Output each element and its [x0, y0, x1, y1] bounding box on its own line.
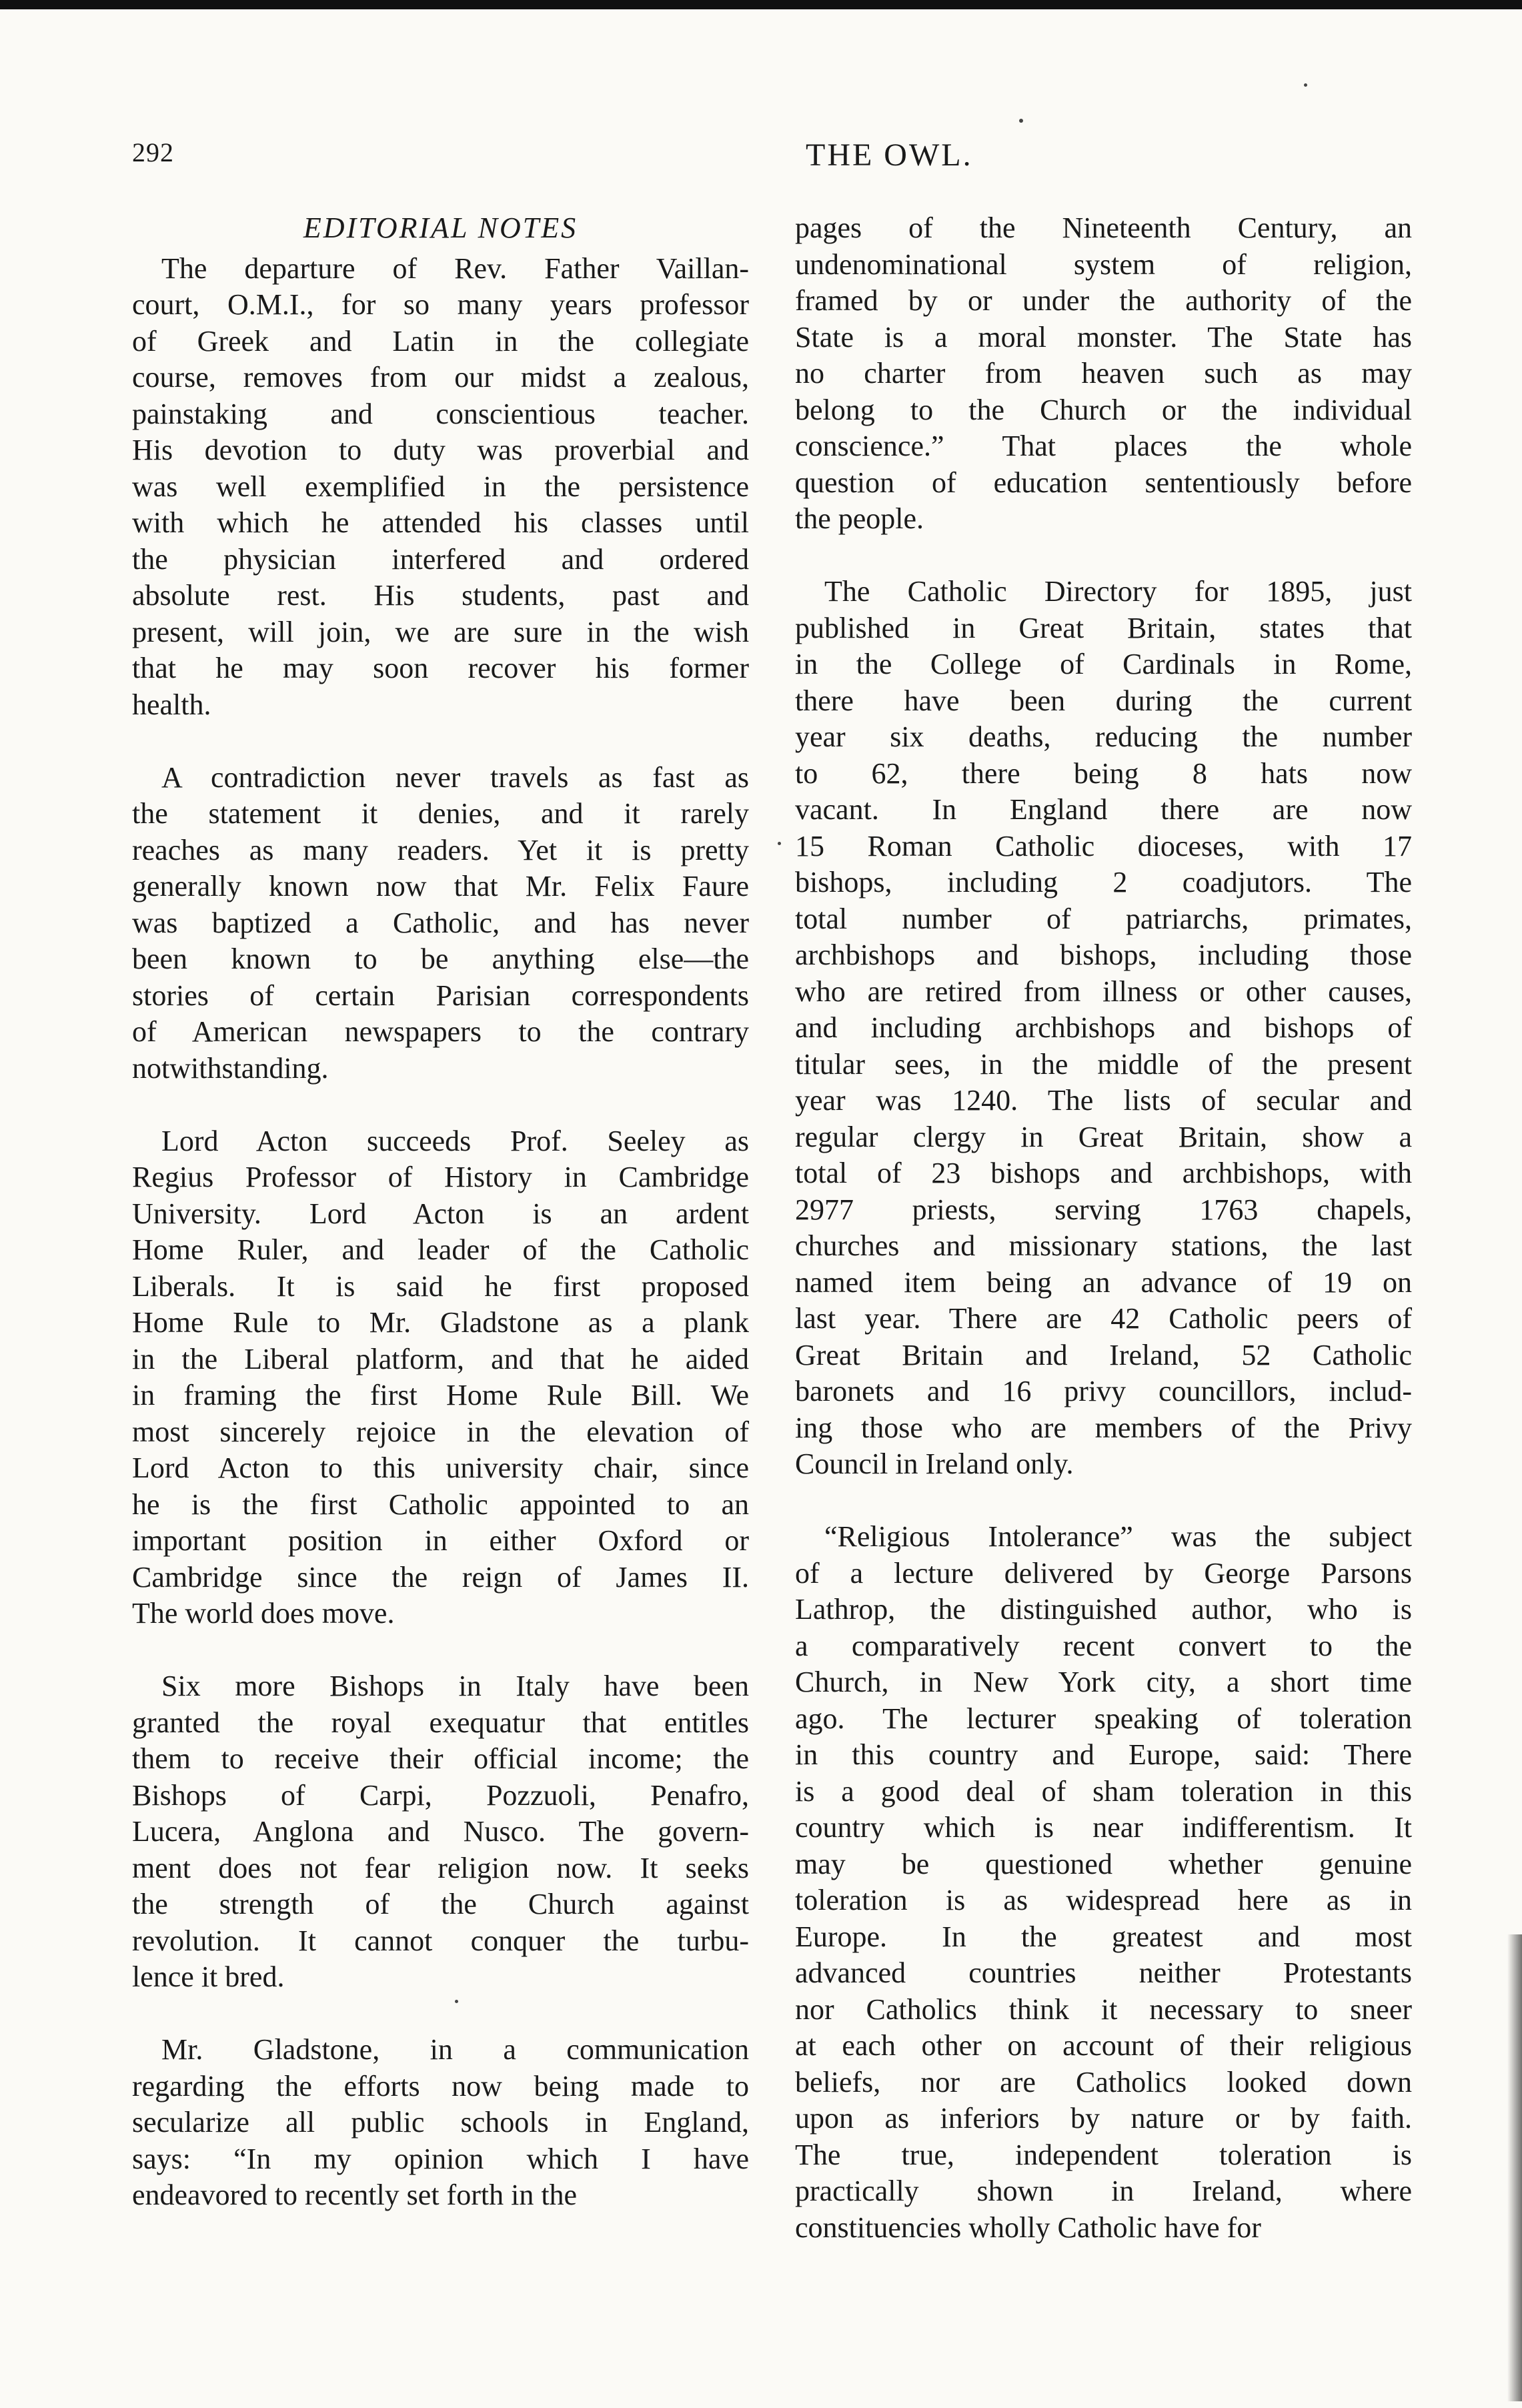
text-line: them to receive their official income; the [132, 1742, 749, 1775]
text-line: Home Rule to Mr. Gladstone as a plank [132, 1306, 749, 1339]
text-line: in this country and Europe, said: There [795, 1738, 1412, 1771]
text-line: Mr. Gladstone, in a communication [161, 2033, 749, 2066]
text-line: stories of certain Parisian correspondents [132, 979, 749, 1012]
text-line: been known to be anything else—the [132, 943, 749, 975]
text-line: constituencies wholly Catholic have for [795, 2211, 1261, 2244]
text-line: ago. The lecturer speaking of toleration [795, 1702, 1412, 1735]
text-line: course, removes from our midst a zealous, [132, 361, 749, 394]
text-line: important position in either Oxford or [132, 1524, 749, 1557]
left-column-paragraph [132, 1668, 749, 1996]
text-line: vacant. In England there are now [795, 793, 1412, 826]
text-line: may be questioned whether genuine [795, 1847, 1412, 1880]
text-line: beliefs, nor are Catholics looked down [795, 2065, 1412, 2098]
right-column-paragraph [795, 1519, 1412, 2246]
right-column-paragraph [795, 574, 1412, 1483]
text-line: present, will join, we are sure in the wish [132, 615, 749, 648]
left-column-paragraph [132, 760, 749, 1087]
text-line: churches and missionary stations, the last [795, 1229, 1412, 1262]
text-line: a comparatively recent convert to the [795, 1629, 1412, 1662]
text-line: year was 1240. The lists of secular and [795, 1084, 1412, 1117]
print-speck [455, 2000, 458, 2003]
text-line: Bishops of Carpi, Pozzuoli, Penafro, [132, 1778, 749, 1812]
text-line: Great Britain and Ireland, 52 Catholic [795, 1338, 1412, 1371]
text-line: in the College of Cardinals in Rome, [795, 648, 1412, 680]
text-line: toleration is as widespread here as in [795, 1884, 1412, 1916]
text-line: 2977 priests, serving 1763 chapels, [795, 1193, 1412, 1226]
text-line: and including archbishops and bishops of [795, 1011, 1412, 1044]
text-line: was well exemplified in the persistence [132, 470, 749, 503]
text-line: baronets and 16 privy councillors, includ- [795, 1375, 1412, 1407]
text-line: there have been during the current [795, 684, 1412, 717]
text-line: regular clergy in Great Britain, show a [795, 1120, 1412, 1153]
text-line: published in Great Britain, states that [795, 611, 1412, 644]
text-line: The departure of Rev. Father Vaillan- [161, 251, 749, 285]
text-line: Home Ruler, and leader of the Catholic [132, 1233, 749, 1266]
text-line: archbishops and bishops, including those [795, 939, 1412, 971]
text-line: with which he attended his classes until [132, 506, 749, 539]
text-line: total number of patriarchs, primates, [795, 902, 1412, 935]
text-line: was baptized a Catholic, and has never [132, 906, 749, 939]
text-line: A contradiction never travels as fast as [161, 760, 749, 794]
text-line: Six more Bishops in Italy have been [161, 1670, 749, 1702]
text-line: the physician interfered and ordered [132, 542, 749, 576]
text-line: nor Catholics think it necessary to sneer [795, 1992, 1412, 2026]
text-line: no charter from heaven such as may [795, 357, 1412, 390]
print-speck [778, 842, 781, 845]
text-line: at each other on account of their religious [795, 2029, 1412, 2062]
text-line: advanced countries neither Protestants [795, 1956, 1412, 1989]
text-line: is a good deal of sham toleration in this [795, 1774, 1412, 1808]
text-line: undenominational system of religion, [795, 247, 1412, 281]
running-title: THE OWL. [806, 137, 973, 173]
text-line: most sincerely rejoice in the elevation of [132, 1415, 749, 1448]
text-line: upon as inferiors by nature or by faith. [795, 2102, 1412, 2135]
text-line: named item being an advance of 19 on [795, 1265, 1412, 1299]
page-edge-shadow [1507, 1934, 1522, 2401]
text-line: secularize all public schools in England, [132, 2106, 749, 2139]
text-line: titular sees, in the middle of the present [795, 1047, 1412, 1081]
text-line: bishops, including 2 coadjutors. The [795, 866, 1412, 898]
text-line: “Religious Intolerance” was the subject [824, 1520, 1412, 1553]
text-line: Lathrop, the distinguished author, who is [795, 1593, 1412, 1626]
text-line: State is a moral monster. The State has [795, 320, 1412, 354]
text-line: 15 Roman Catholic dioceses, with 17 [795, 829, 1412, 862]
page-number: 292 [132, 137, 174, 167]
text-line: health. [132, 688, 211, 721]
text-line: to 62, there being 8 hats now [795, 756, 1412, 790]
text-line: that he may soon recover his former [132, 652, 749, 684]
text-line: in the Liberal platform, and that he aided [132, 1342, 749, 1375]
text-line: belong to the Church or the individual [795, 393, 1412, 426]
text-line: Cambridge since the reign of James II. [132, 1560, 749, 1594]
text-line: absolute rest. His students, past and [132, 579, 749, 612]
text-line: notwithstanding. [132, 1051, 329, 1085]
page-header [132, 137, 1413, 183]
text-line: of American newspapers to the contrary [132, 1015, 749, 1048]
left-column-paragraph [132, 2032, 749, 2214]
text-line: pages of the Nineteenth Century, an [795, 211, 1412, 244]
text-line: total of 23 bishops and archbishops, with [795, 1157, 1412, 1189]
text-line: regarding the efforts now being made to [132, 2069, 749, 2102]
left-column [132, 210, 749, 2214]
text-line: Regius Professor of History in Cambridge [132, 1161, 749, 1193]
text-line: endeavored to recently set forth in the [132, 2179, 578, 2211]
text-line: ment does not fear religion now. It seeks [132, 1851, 749, 1884]
text-line: Council in Ireland only. [795, 1447, 1074, 1480]
text-line: The true, independent toleration is [795, 2138, 1412, 2171]
text-line: His devotion to duty was proverbial and [132, 434, 749, 466]
left-column-paragraph [132, 1123, 749, 1632]
text-line: granted the royal exequatur that entitles [132, 1706, 749, 1739]
text-line: framed by or under the authority of the [795, 284, 1412, 317]
text-line: practically shown in Ireland, where [795, 2175, 1412, 2207]
text-line: University. Lord Acton is an ardent [132, 1197, 749, 1230]
text-line: in framing the first Home Rule Bill. We [132, 1379, 749, 1411]
text-line: says: “In my opinion which I have [132, 2142, 749, 2175]
text-line: reaches as many readers. Yet it is pretty [132, 833, 749, 866]
text-line: revolution. It cannot conquer the turbu- [132, 1924, 749, 1957]
text-line: country which is near indifferentism. It [795, 1811, 1412, 1844]
right-column [795, 210, 1412, 2246]
text-line: court, O.M.I., for so many years professor [132, 288, 749, 321]
text-line: who are retired from illness or other causes, [795, 975, 1412, 1008]
text-line: the statement it denies, and it rarely [132, 797, 749, 830]
text-line: The Catholic Directory for 1895, just [824, 575, 1412, 608]
text-line: he is the first Catholic appointed to an [132, 1487, 749, 1521]
right-column-paragraph [795, 210, 1412, 538]
text-line: Lucera, Anglona and Nusco. The govern- [132, 1815, 749, 1848]
top-border-rule [0, 0, 1522, 9]
text-line: the people. [795, 502, 924, 535]
text-line: painstaking and conscientious teacher. [132, 397, 749, 430]
text-line: Church, in New York city, a short time [795, 1666, 1412, 1698]
print-speck [1019, 119, 1023, 123]
text-line: year six deaths, reducing the number [795, 720, 1412, 753]
text-line: question of education sententiously before [795, 466, 1412, 499]
text-line: ing those who are members of the Privy [795, 1411, 1412, 1444]
text-line: Lord Acton to this university chair, since [132, 1451, 749, 1484]
text-line: lence it bred. [132, 1960, 285, 1993]
text-line: the strength of the Church against [132, 1888, 749, 1920]
text-line: Europe. In the greatest and most [795, 1920, 1412, 1953]
text-line: generally known now that Mr. Felix Faure [132, 870, 749, 902]
text-line: Liberals. It is said he first proposed [132, 1269, 749, 1303]
print-speck [1304, 83, 1307, 87]
text-line: last year. There are 42 Catholic peers of [795, 1302, 1412, 1335]
text-line: The world does move. [132, 1597, 395, 1630]
text-line: Lord Acton succeeds Prof. Seeley as [161, 1124, 749, 1157]
left-column-paragraph [132, 251, 749, 724]
section-heading: EDITORIAL NOTES [303, 211, 578, 244]
text-line: of Greek and Latin in the collegiate [132, 324, 749, 358]
text-line: of a lecture delivered by George Parsons [795, 1556, 1412, 1590]
text-line: conscience.” That places the whole [795, 430, 1412, 462]
